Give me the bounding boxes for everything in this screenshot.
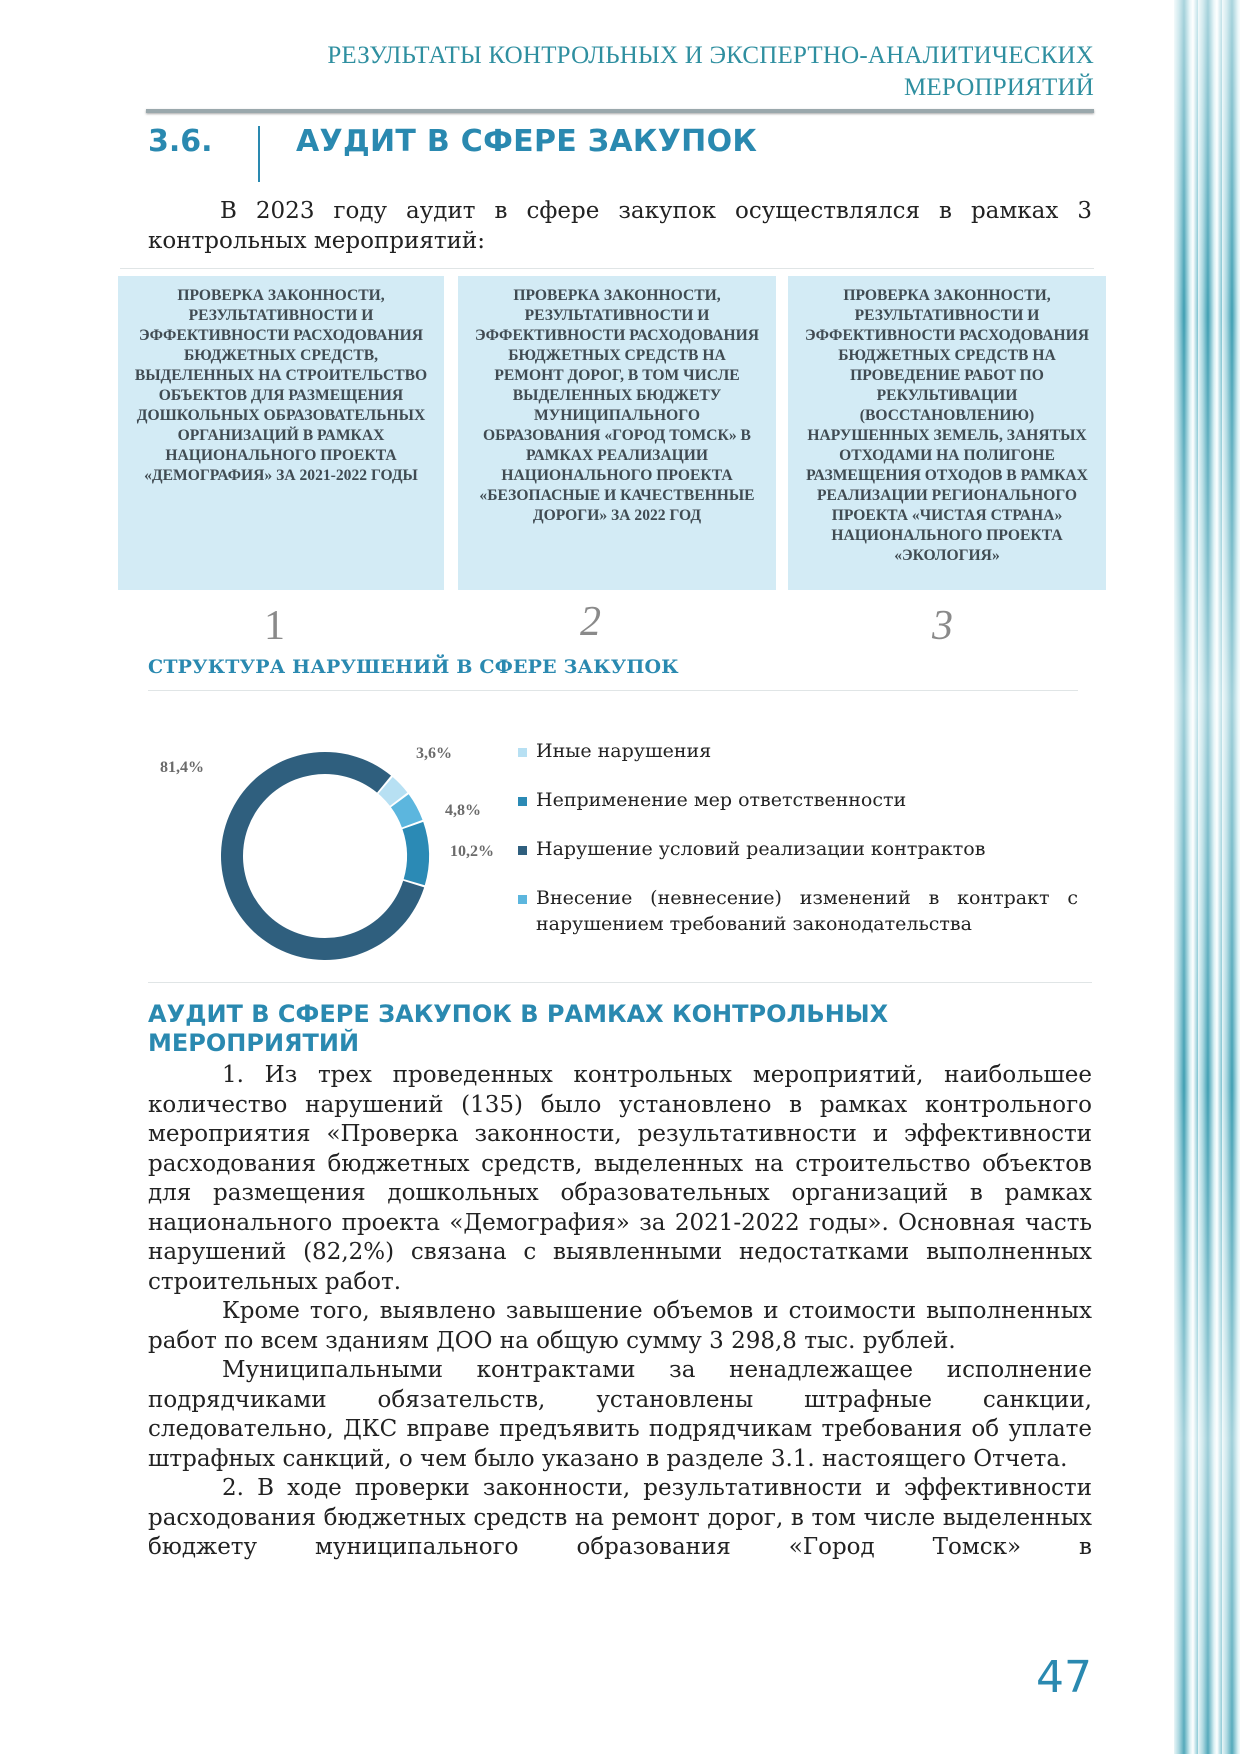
event-card-1 (118, 276, 444, 590)
paragraph-4: 2. В ходе проверки законности, результативности и эффективности расходования бюджетных средств на ремонт дорог, в том числе выделенных бюджету муниципального образования «Город Томск» в (148, 1475, 1092, 1560)
legend-item-other (518, 738, 1078, 764)
legend-item-contract-changes (518, 885, 1078, 937)
paragraph-1: 1. Из трех проведенных контрольных мероприятий, наибольшее количество нарушений (135) было установлено в рамках контрольного мероприятия «Проверка законности, результативности и эффективности расходования бюджетных средств, выделенных на строительство объектов для размещения дошкольных образовательных организаций в рамках национального проекта «Демография» за 2021-2022 годы». Основная часть нарушений (82,2%) связана с выявленными недостатками выполненных строительных работ. (148, 1062, 1092, 1295)
event-card-3 (788, 276, 1106, 590)
section-title: АУДИТ В СФЕРЕ ЗАКУПОК (296, 124, 758, 159)
legend-swatch (518, 797, 527, 806)
subsection-heading: АУДИТ В СФЕРЕ ЗАКУПОК В РАМКАХ КОНТРОЛЬНЫХ МЕРОПРИЯТИЙ (148, 1000, 889, 1057)
intro-divider (120, 268, 1094, 269)
decorative-side-stripe (1174, 0, 1240, 1754)
legend-label: Нарушение условий реализации контрактов (536, 838, 986, 860)
event-card-text: ПРОВЕРКА ЗАКОННОСТИ, РЕЗУЛЬТАТИВНОСТИ И ЭФФЕКТИВНОСТИ РАСХОДОВАНИЯ БЮДЖЕТНЫХ СРЕДСТВ НА ПРОВЕДЕНИЕ РАБОТ ПО РЕКУЛЬТИВАЦИИ (ВОССТАНОВЛЕНИЮ) НАРУШЕННЫХ ЗЕМЕЛЬ, ЗАНЯТЫХ ОТХОДАМИ НА ПОЛИГОНЕ РАЗМЕЩЕНИЯ ОТХОДОВ В РАМКАХ РЕАЛИЗАЦИИ РЕГИОНАЛЬНОГО ПРОЕКТА «ЧИСТАЯ СТРАНА» НАЦИОНАЛЬНОГО ПРОЕКТА «ЭКОЛОГИЯ» (805, 287, 1089, 564)
event-card-text: ПРОВЕРКА ЗАКОННОСТИ, РЕЗУЛЬТАТИВНОСТИ И ЭФФЕКТИВНОСТИ РАСХОДОВАНИЯ БЮДЖЕТНЫХ СРЕДСТВ, ВЫДЕЛЕННЫХ НА СТРОИТЕЛЬСТВО ОБЪЕКТОВ ДЛЯ РАЗМЕЩЕНИЯ ДОШКОЛЬНЫХ ОБРАЗОВАТЕЛЬНЫХ ОРГАНИЗАЦИЙ В РАМКАХ НАЦИОНАЛЬНОГО ПРОЕКТА «ДЕМОГРАФИЯ» ЗА 2021-2022 ГОДЫ (134, 287, 428, 484)
intro-paragraph: В 2023 году аудит в сфере закупок осуществлялся в рамках 3 контрольных мероприятий: (148, 198, 1092, 254)
header-divider (146, 109, 1094, 113)
running-header (194, 40, 1094, 104)
donut-slice-label: 3,6% (416, 745, 452, 762)
paragraph-3: Муниципальными контрактами за ненадлежащее исполнение подрядчиками обязательств, установлены штрафные санкции, следовательно, ДКС вправе предъявить подрядчикам требования об уплате штрафных санкций, о чем было указано в разделе 3.1. настоящего Отчета. (148, 1357, 1092, 1472)
violations-donut-chart (140, 716, 520, 986)
chart-title: СТРУКТУРА НАРУШЕНИЙ В СФЕРЕ ЗАКУПОК (148, 656, 679, 678)
legend-item-liability (518, 787, 1078, 813)
legend-swatch (518, 846, 527, 855)
legend-label: Внесение (невнесение) изменений в контракт с нарушением требований законодательства (536, 887, 1078, 935)
donut-slice-label: 4,8% (445, 802, 481, 819)
chart-bottom-divider (148, 982, 1092, 983)
section-number: 3.6. (148, 124, 213, 159)
page-number: 47 (1036, 1652, 1092, 1703)
event-number-3: 3 (932, 603, 953, 649)
event-card-text: ПРОВЕРКА ЗАКОННОСТИ, РЕЗУЛЬТАТИВНОСТИ И ЭФФЕКТИВНОСТИ РАСХОДОВАНИЯ БЮДЖЕТНЫХ СРЕДСТВ НА РЕМОНТ ДОРОГ, В ТОМ ЧИСЛЕ ВЫДЕЛЕННЫХ БЮДЖЕТУ МУНИЦИПАЛЬНОГО ОБРАЗОВАНИЯ «ГОРОД ТОМСК» В РАМКАХ РЕАЛИЗАЦИИ НАЦИОНАЛЬНОГО ПРОЕКТА «БЕЗОПАСНЫЕ И КАЧЕСТВЕННЫЕ ДОРОГИ» ЗА 2022 ГОД (475, 287, 759, 524)
running-header-line2: МЕРОПРИЯТИЙ (903, 74, 1094, 101)
legend-item-contract-terms (518, 836, 1078, 862)
chart-top-divider (148, 690, 1078, 691)
donut-slice-label: 81,4% (160, 759, 204, 776)
event-card-2 (458, 276, 776, 590)
legend-label: Неприменение мер ответственности (536, 789, 907, 811)
running-header-line1: РЕЗУЛЬТАТЫ КОНТРОЛЬНЫХ И ЭКСПЕРТНО-АНАЛИТИЧЕСКИХ (327, 42, 1094, 69)
chart-legend (518, 738, 1078, 937)
legend-label: Иные нарушения (536, 740, 712, 762)
body-text (148, 1061, 1092, 1563)
event-number-2: 2 (580, 599, 601, 645)
paragraph-2: Кроме того, выявлено завышение объемов и стоимости выполненных работ по всем зданиям ДОО на общую сумму 3 298,8 тыс. рублей. (148, 1298, 1092, 1354)
legend-swatch (518, 748, 527, 757)
section-title-divider (258, 126, 260, 182)
legend-swatch (518, 895, 527, 904)
event-number-1: 1 (264, 603, 285, 649)
donut-slice-label: 10,2% (450, 843, 494, 860)
donut-slice (402, 822, 429, 885)
